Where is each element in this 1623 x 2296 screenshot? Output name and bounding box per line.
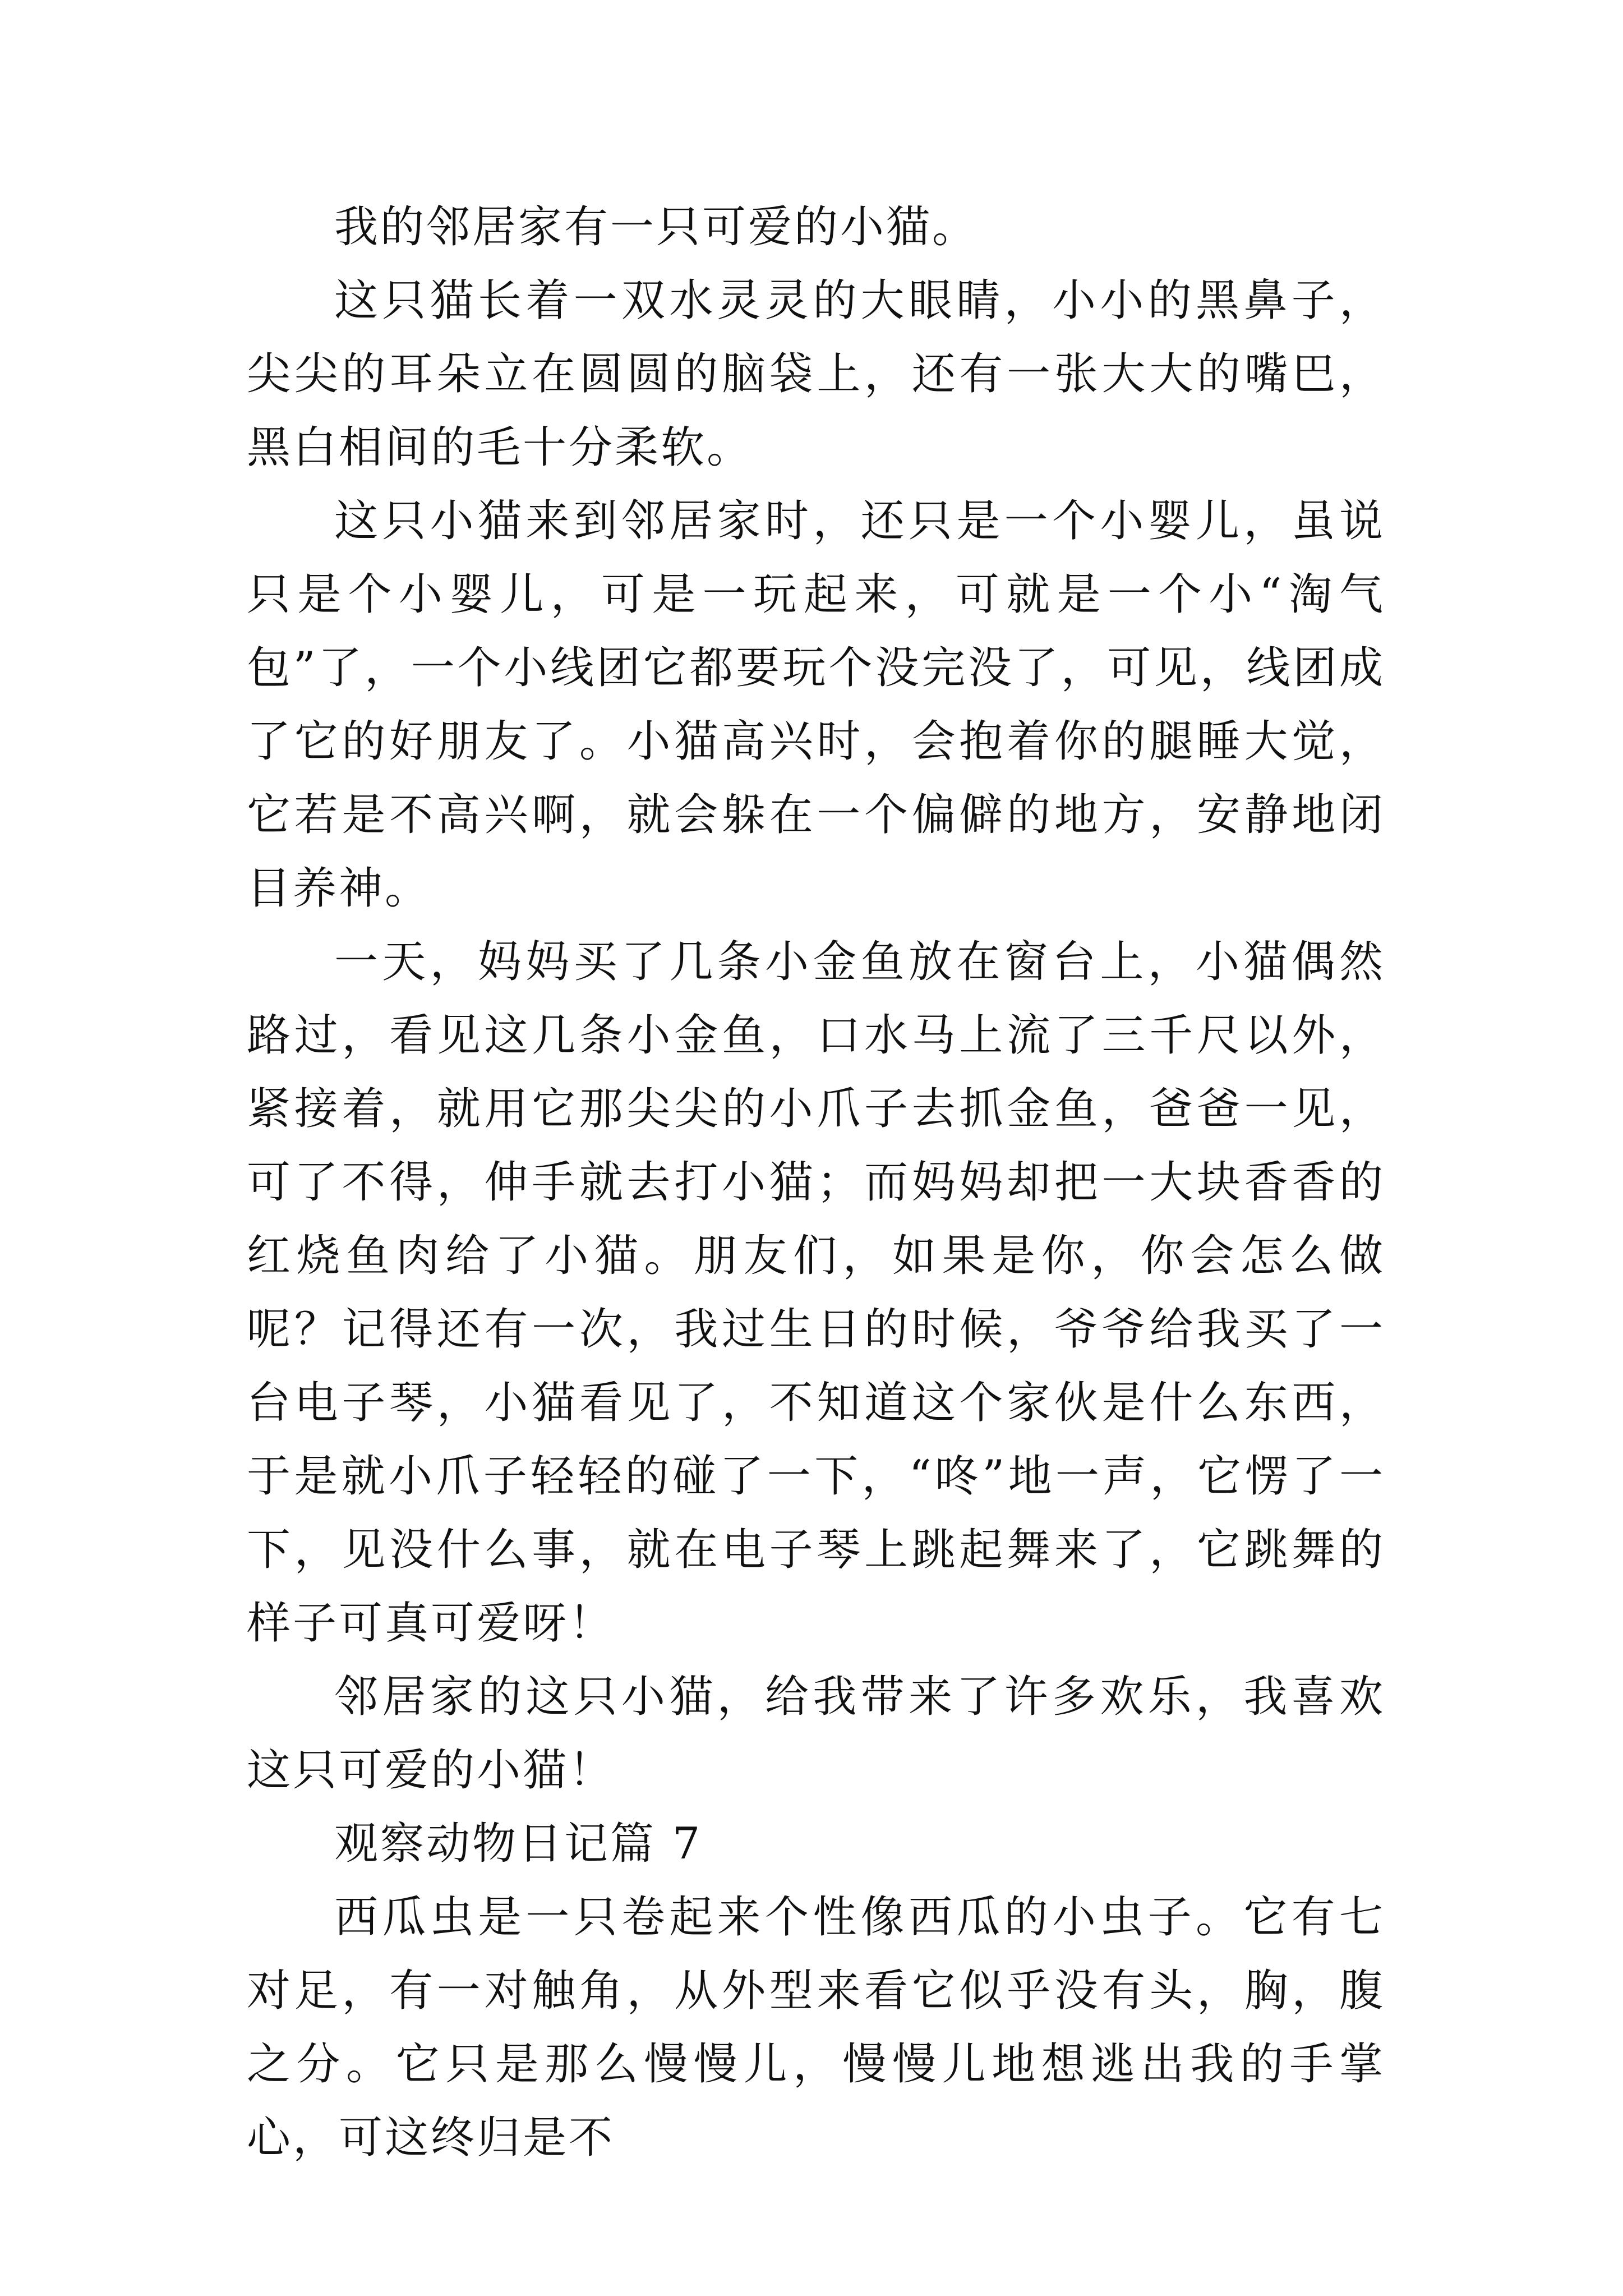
document-body [247, 191, 1385, 2175]
paragraph-1: 我的邻居家有一只可爱的小猫。 [334, 202, 979, 252]
paragraph-3: 这只小猫来到邻居家时，还只是一个小婴儿，虽说只是个小婴儿，可是一玩起来，可就是一个小“淘气包”了，一个小线团它都要玩个没完没了，可见，线团成了它的好朋友了。小猫高兴时，会抱着你的腿睡大觉，它若是不高兴啊，就会躲在一个偏僻的地方，安静地闭目养神。 [247, 496, 1385, 914]
paragraph-6: 西瓜虫是一只卷起来个性像西瓜的小虫子。它有七对足，有一对触角，从外型来看它似乎没有头，胸，腹之分。它只是那么慢慢儿，慢慢儿地想逃出我的手掌心，可这终归是不 [247, 1892, 1385, 2163]
section-heading: 观察动物日记篇 7 [334, 1819, 703, 1869]
paragraph-4: 一天，妈妈买了几条小金鱼放在窗台上，小猫偶然路过，看见这几条小金鱼，口水马上流了三千尺以外，紧接着，就用它那尖尖的小爪子去抓金鱼，爸爸一见，可了不得，伸手就去打小猫；而妈妈却把一大块香香的红烧鱼肉给了小猫。朋友们，如果是你，你会怎么做呢？记得还有一次，我过生日的时候，爷爷给我买了一台电子琴，小猫看见了，不知道这个家伙是什么东西，于是就小爪子轻轻的碰了一下，“咚”地一声，它愣了一下，见没什么事，就在电子琴上跳起舞来了，它跳舞的样子可真可爱呀！ [247, 937, 1385, 1649]
paragraph-5: 邻居家的这只小猫，给我带来了许多欢乐，我喜欢这只可爱的小猫！ [247, 1672, 1385, 1796]
paragraph-2: 这只猫长着一双水灵灵的大眼睛，小小的黑鼻子，尖尖的耳朵立在圆圆的脑袋上，还有一张大大的嘴巴，黑白相间的毛十分柔软。 [247, 275, 1385, 473]
